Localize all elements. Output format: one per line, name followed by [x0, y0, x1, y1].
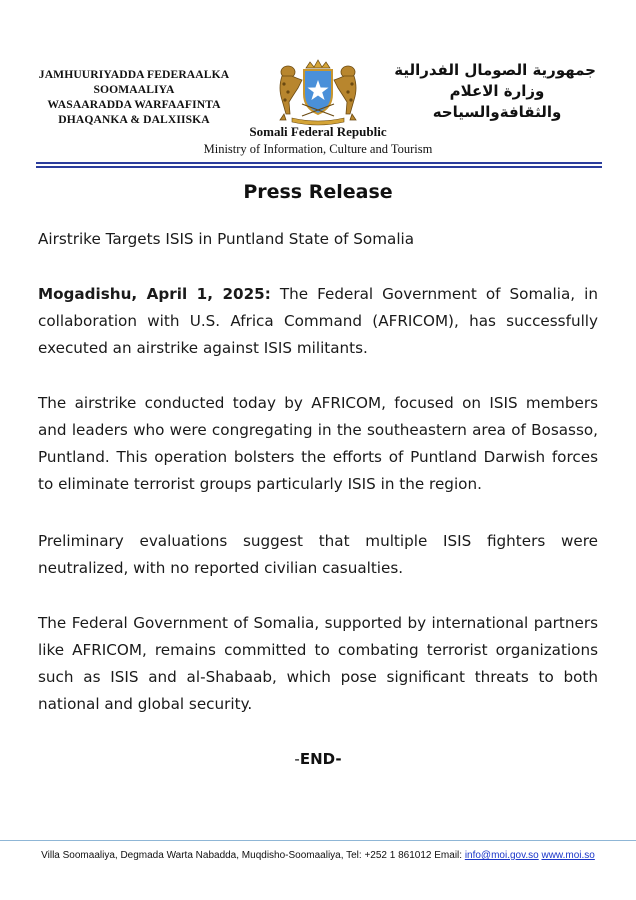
arabic-line-3: والثقافةوالسياحه	[432, 103, 562, 121]
release-subtitle: Airstrike Targets ISIS in Puntland State of Somalia	[38, 230, 415, 248]
header-rule-top	[36, 162, 602, 164]
paragraph-2-text: The airstrike conducted today by AFRICOM, focused on ISIS members and leaders who were congregating in the southeastern area of Bosasso, Puntland. This operation bolsters the efforts of Puntland Darwish forces to eliminate terrorist groups particularly ISIS in the region.	[38, 394, 598, 493]
ministry-name: Ministry of Information, Culture and Tourism	[203, 142, 433, 156]
footer-contact	[0, 850, 636, 861]
end-marker	[0, 750, 636, 768]
paragraph-2	[38, 390, 598, 498]
email-link[interactable]: info@moi.gov.so	[464, 850, 539, 861]
footer-address: Villa Soomaaliya, Degmada Warta Nabadda, Muqdisho-Soomaaliya, Tel: +252 1 861012 Email:	[41, 850, 465, 861]
page-title: Press Release	[243, 181, 393, 203]
somali-header	[36, 67, 232, 127]
coat-of-arms-emblem	[272, 58, 364, 126]
paragraph-4	[38, 610, 598, 718]
arabic-line-1: جمهورية الصومال الفدرالية	[394, 61, 596, 79]
end-dash: -	[294, 750, 300, 768]
somali-line-1: JAMHUURIYADDA FEDERAALKA	[38, 68, 230, 81]
paragraph-3-text: Preliminary evaluations suggest that multiple ISIS fighters were neutralized, with no reported civilian casualties.	[38, 532, 598, 577]
paragraph-1-text: The Federal Government of Somalia, in collaboration with U.S. Africa Command (AFRICOM), has successfully executed an airstrike against ISIS militants.	[38, 285, 598, 357]
paragraph-3	[38, 528, 598, 582]
arabic-header	[394, 60, 596, 123]
somali-line-3: WASAARADDA WARFAAFINTA	[47, 98, 221, 111]
paragraph-1	[38, 281, 598, 362]
header-rule-bottom	[36, 166, 602, 168]
somali-line-4: DHAQANKA & DALXIISKA	[58, 113, 210, 126]
somali-line-2: SOOMAALIYA	[93, 83, 175, 96]
end-text: END-	[299, 750, 342, 768]
paragraph-4-text: The Federal Government of Somalia, supported by international partners like AFRICOM, remains committed to combating terrorist organizations such as ISIS and al-Shabaab, which pose significant threats to both national and global security.	[38, 614, 598, 713]
website-link[interactable]: www.moi.so	[541, 850, 595, 861]
arabic-line-2: وزارة الاعلام	[449, 82, 545, 100]
republic-name: Somali Federal Republic	[249, 124, 387, 139]
footer-rule	[0, 840, 636, 841]
dateline: Mogadishu, April 1, 2025:	[38, 285, 271, 303]
